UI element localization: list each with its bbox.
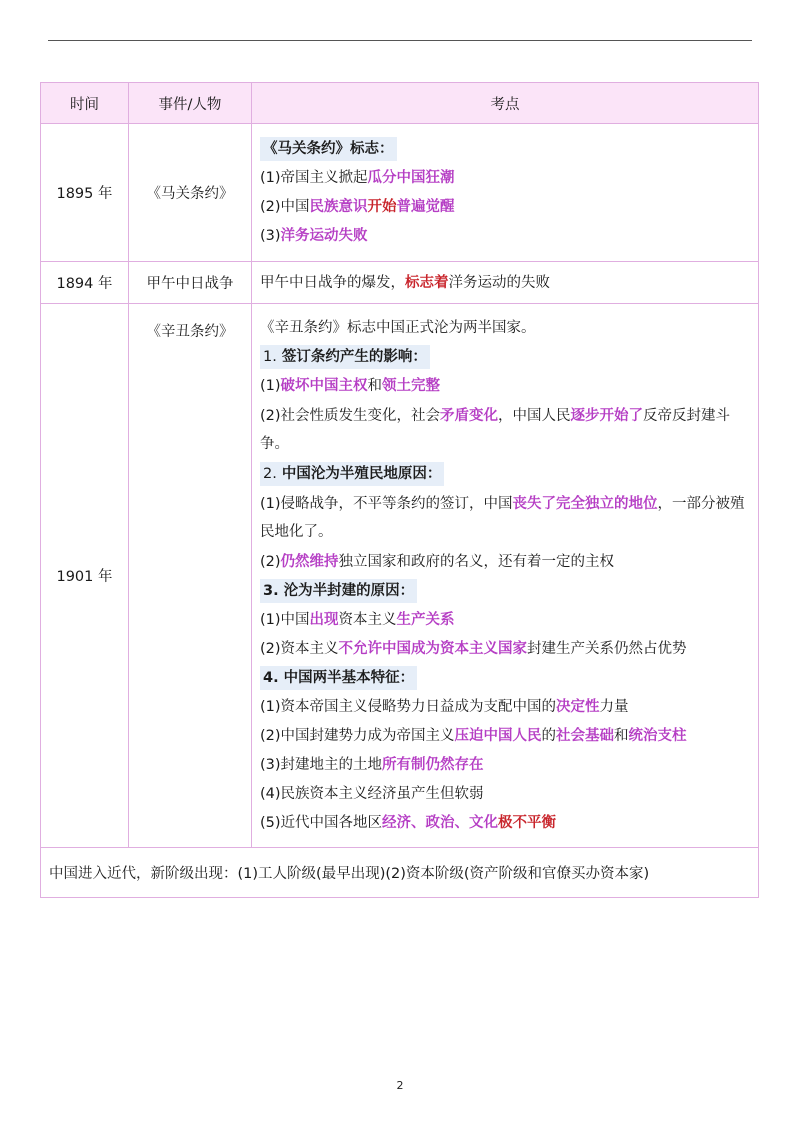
point-line: (1)侵略战争，不平等条约的签订，中国丧失了完全独立的地位，一部分被殖民地化了。 bbox=[260, 496, 745, 540]
table-header-row bbox=[41, 83, 759, 124]
top-rule bbox=[48, 40, 752, 41]
point-line: 《辛丑条约》标志中国正式沦为两半国家。 bbox=[260, 320, 536, 336]
point-line: (1)资本帝国主义侵略势力日益成为支配中国的决定性力量 bbox=[260, 699, 629, 715]
page-number: 2 bbox=[396, 1079, 404, 1092]
point-line: (2)仍然维持独立国家和政府的名义，还有着一定的主权 bbox=[260, 554, 615, 570]
table-row-1895 bbox=[41, 124, 759, 262]
points-cell bbox=[252, 304, 759, 848]
point-heading: 2. 中国沦为半殖民地原因： bbox=[260, 462, 444, 486]
point-line: (2)社会性质发生变化，社会矛盾变化，中国人民逐步开始了反帝反封建斗争。 bbox=[260, 408, 731, 452]
points-cell bbox=[252, 124, 759, 262]
point-line: (1)帝国主义掀起瓜分中国狂潮 bbox=[260, 170, 455, 186]
header-time: 时间 bbox=[41, 83, 129, 124]
point-heading: 3. 沦为半封建的原因： bbox=[260, 579, 417, 603]
time-cell: 1895 年 bbox=[41, 124, 129, 262]
table-row-1894 bbox=[41, 262, 759, 304]
time-cell: 1901 年 bbox=[41, 304, 129, 848]
point-line: (5)近代中国各地区经济、政治、文化极不平衡 bbox=[260, 815, 557, 831]
header-event: 事件/人物 bbox=[129, 83, 252, 124]
point-line: (4)民族资本主义经济虽产生但软弱 bbox=[260, 786, 484, 802]
point-heading: 4. 中国两半基本特征： bbox=[260, 666, 417, 690]
event-cell: 《辛丑条约》 bbox=[129, 304, 252, 848]
point-heading: 《马关条约》标志： bbox=[260, 137, 397, 161]
time-cell: 1894 年 bbox=[41, 262, 129, 304]
point-line: (2)中国封建势力成为帝国主义压迫中国人民的社会基础和统治支柱 bbox=[260, 728, 687, 744]
table-row-1901 bbox=[41, 304, 759, 848]
point-line: (3)封建地主的土地所有制仍然存在 bbox=[260, 757, 484, 773]
summary-cell: 中国进入近代，新阶级出现：(1)工人阶级(最早出现)(2)资本阶级(资产阶级和官僚买办资本家) bbox=[41, 848, 759, 898]
notes-table bbox=[40, 82, 759, 898]
table-row-summary bbox=[41, 848, 759, 898]
point-line: (3)洋务运动失败 bbox=[260, 228, 368, 244]
point-heading: 1. 签订条约产生的影响： bbox=[260, 345, 430, 369]
point-line: (1)中国出现资本主义生产关系 bbox=[260, 612, 455, 628]
event-cell: 《马关条约》 bbox=[129, 124, 252, 262]
header-points: 考点 bbox=[252, 83, 759, 124]
event-cell: 甲午中日战争 bbox=[129, 262, 252, 304]
point-line: (2)中国民族意识开始普遍觉醒 bbox=[260, 199, 455, 215]
points-cell: 甲午中日战争的爆发，标志着洋务运动的失败 bbox=[252, 262, 759, 304]
point-line: (1)破坏中国主权和领土完整 bbox=[260, 378, 441, 394]
point-line: (2)资本主义不允许中国成为资本主义国家封建生产关系仍然占优势 bbox=[260, 641, 687, 657]
